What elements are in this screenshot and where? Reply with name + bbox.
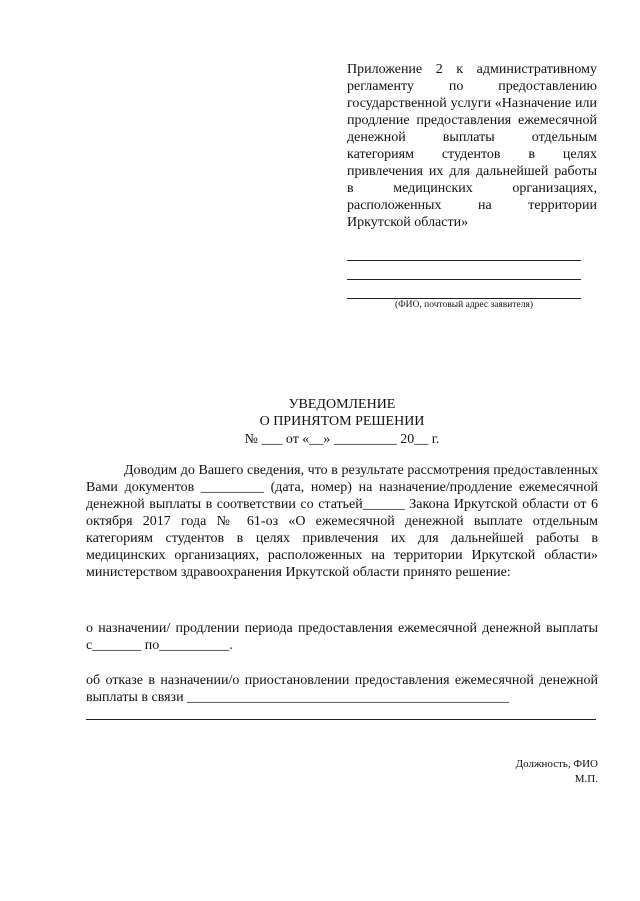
applicant-line-2 xyxy=(347,279,581,280)
body-paragraph-refusal: об отказе в назначении/о приостановлении предоставления ежемесячной денежной выплаты в связи ______________________________________________ xyxy=(86,673,598,705)
applicant-line-1 xyxy=(347,260,581,261)
body-paragraph-main: Доводим до Вашего сведения, что в результате рассмотрения предоставленных Вами документов _________ (дата, номер) на назначение/продление ежемесячной денежной выплаты в соответствии со статьей______ Закона Иркутской области от 6 октября 2017 года № 61-оз «О ежемесячной денежной выплате отдельным категориям студентов в целях привлечения их для дальнейшей работы в медицинских организациях, расположенных на территории Иркутской области» министерством здравоохранения Иркутской области принято решение: xyxy=(86,463,598,580)
body-paragraph-approval: о назначении/ продлении периода предоставления ежемесячной денежной выплаты с_______ по__________. xyxy=(86,621,598,653)
notice-subtitle: О ПРИНЯТОМ РЕШЕНИИ xyxy=(259,414,425,429)
signature-block xyxy=(516,757,598,787)
refusal-reason-line xyxy=(86,719,596,720)
applicant-line-3 xyxy=(347,298,581,299)
notice-title: УВЕДОМЛЕНИЕ xyxy=(288,397,396,412)
applicant-caption: (ФИО, почтовый адрес заявителя) xyxy=(395,300,534,310)
signature-stamp: М.П. xyxy=(574,773,598,785)
signature-position: Должность, ФИО xyxy=(515,758,598,770)
appendix-header: Приложение 2 к административному регламенту по предоставлению государственной услуги «Назначение или продление предоставления ежемесячной денежной выплаты отдельным категориям студентов в целях привлечения их для дальнейшей работы в медицинских организациях, расположенных на территории Иркутской области» xyxy=(347,62,597,230)
notice-number-date: № ___ от «__» _________ 20__ г. xyxy=(244,432,440,447)
